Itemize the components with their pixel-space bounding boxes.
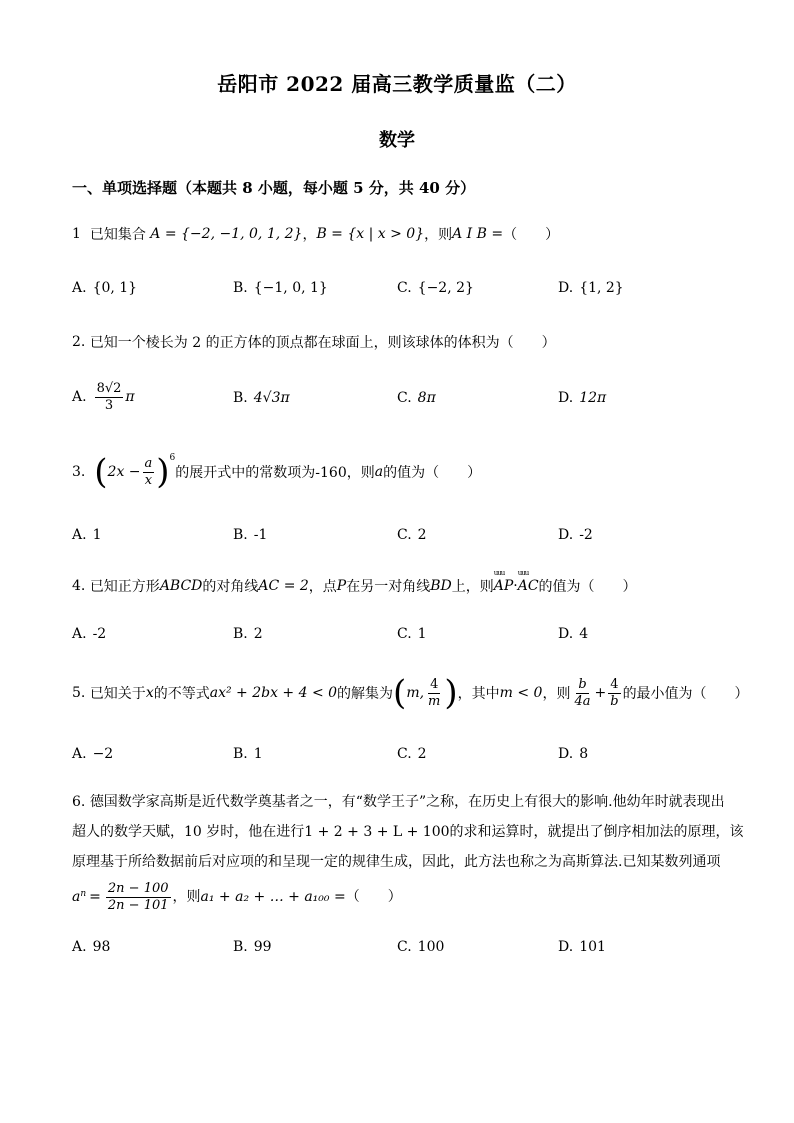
option-d: D. 4 — [558, 626, 589, 642]
question-text: 原理基于所给数据前后对应项的和呈现一定的规律生成，因此，此方法也称之为高斯算法.已知某数列通项 — [72, 854, 721, 870]
fraction-denominator: b — [610, 693, 619, 709]
option-a: A. {0, 1} — [72, 280, 138, 296]
question-text: 的解集为 — [337, 686, 394, 702]
option-d: D. 8 — [558, 746, 589, 762]
plus-operator: + — [594, 685, 607, 701]
question-2 — [72, 332, 556, 352]
question-line — [72, 847, 727, 877]
math-expression: 1 + 2 + 3 + L + 100 — [304, 824, 450, 840]
option-b: B. 99 — [233, 939, 272, 955]
question-number: 4. — [72, 578, 86, 594]
option-a: A. 98 — [72, 939, 111, 955]
answer-blank: （ ） — [503, 227, 560, 243]
question-text: 已知关于 — [89, 686, 146, 702]
question-text: 德国数学家高斯是近代数学奠基者之一，有“数学王子”之称，在历史上有很大的影响.他幼年时就表现出 — [89, 794, 725, 810]
question-4 — [72, 576, 637, 596]
option-b: B. -1 — [233, 527, 268, 543]
math-expression: a₁ + a₂ + … + a₁₀₀ = — [200, 889, 346, 905]
math-expression: A = {−2, −1, 0, 1, 2} — [150, 226, 303, 242]
fraction-denominator: m — [428, 693, 441, 709]
option-b: B. {−1, 0, 1} — [233, 280, 328, 296]
question-3 — [72, 452, 482, 492]
dot-operator: · — [513, 578, 518, 594]
paren-open: ( — [393, 673, 407, 713]
question-number: 5. — [72, 685, 86, 701]
vector-ac: uuu AC — [518, 578, 539, 594]
fraction-numerator: a — [144, 455, 153, 471]
math-var: a — [374, 464, 384, 480]
question-text: 的值为（ ） — [538, 579, 637, 595]
option-c: C. 2 — [397, 527, 427, 543]
question-number: 6. — [72, 794, 86, 810]
question-text: 在另一对角线 — [346, 579, 431, 595]
option-c: C. 100 — [397, 939, 445, 955]
section-heading: 一、单项选择题（本题共 8 小题，每小题 5 分，共 40 分） — [72, 179, 476, 197]
math-expression: m < 0 — [499, 685, 543, 701]
option-a: A. $\frac{8√2}{3}$ π — [72, 381, 135, 413]
fraction-denominator: 4a — [574, 693, 591, 709]
options-row — [72, 746, 722, 776]
question-6 — [72, 787, 744, 917]
question-text: ，其中 — [457, 686, 500, 702]
options-row — [72, 280, 722, 310]
question-number: 1 — [72, 226, 81, 242]
question-text: 上，则 — [451, 579, 494, 595]
question-text: 的求和运算时，就提出了倒序相加法的原理，该 — [449, 824, 744, 840]
question-text: ，则 — [424, 227, 453, 243]
question-text: 已知一个棱长为 2 的正方体的顶点都在球面上，则该球体的体积为（ ） — [89, 335, 556, 351]
math-expression: A I B = — [452, 226, 504, 242]
options-row — [72, 382, 722, 422]
fraction-numerator: 4 — [430, 676, 439, 692]
math-expression: B = {x | x > 0} — [316, 226, 425, 242]
option-a: A. −2 — [72, 746, 114, 762]
question-text: 的值为（ ） — [383, 465, 482, 481]
subscript: n — [80, 889, 87, 899]
question-text: 的对角线 — [202, 579, 259, 595]
option-d: D. -2 — [558, 527, 593, 543]
options-row — [72, 626, 722, 656]
option-d: D. {1, 2} — [558, 280, 624, 296]
question-text: ，点 — [308, 579, 337, 595]
exponent: 6 — [169, 453, 176, 463]
question-text: 已知集合 — [89, 227, 146, 243]
punctuation: ， — [302, 227, 317, 243]
fraction-denominator: 2n − 101 — [107, 897, 169, 913]
option-c: C. 2 — [397, 746, 427, 762]
question-line — [72, 817, 744, 847]
math-var: BD — [430, 578, 452, 594]
paren-close: ) — [156, 452, 170, 492]
math-expression: 2x − — [107, 464, 141, 480]
math-var: a — [72, 889, 81, 905]
paren-close: ) — [444, 673, 458, 713]
question-text: 的展开式中的常数项为-160，则 — [175, 465, 375, 481]
question-number: 2. — [72, 334, 86, 350]
question-text: 的不等式 — [153, 686, 210, 702]
question-5 — [72, 673, 749, 713]
options-row — [72, 527, 722, 557]
vector-ap: uuu AP — [494, 578, 514, 594]
math-expression: AC = 2 — [258, 578, 309, 594]
question-text: 超人的数学天赋，10 岁时，他在进行 — [72, 824, 305, 840]
option-b: B. 2 — [233, 626, 263, 642]
options-row — [72, 939, 722, 969]
answer-blank: （ ） — [345, 889, 402, 905]
option-a: A. -2 — [72, 626, 107, 642]
option-c: C. 1 — [397, 626, 427, 642]
option-c: C. {−2, 2} — [397, 280, 474, 296]
question-text: 已知正方形 — [89, 579, 160, 595]
question-number: 3. — [72, 464, 86, 480]
option-a: A. 1 — [72, 527, 102, 543]
fraction-denominator: x — [144, 472, 153, 488]
question-1 — [72, 224, 559, 244]
fraction-numerator: b — [578, 676, 587, 692]
fraction-numerator: 2n − 100 — [107, 880, 169, 896]
equals-sign: = — [89, 889, 101, 905]
option-b: B. 4√3π — [233, 390, 290, 406]
option-d: D. 101 — [558, 939, 606, 955]
option-c: C. 8π — [397, 390, 436, 406]
option-d: D. 12π — [558, 390, 607, 406]
question-line — [72, 787, 727, 817]
math-var: P — [336, 578, 347, 594]
paren-open: ( — [94, 452, 108, 492]
math-var: m, — [406, 685, 425, 701]
option-b: B. 1 — [233, 746, 263, 762]
page-title: 岳阳市 2022 届高三教学质量监（二） — [217, 72, 577, 96]
math-var: ABCD — [159, 578, 203, 594]
math-var: x — [145, 685, 154, 701]
question-text: ，则 — [542, 686, 571, 702]
fraction-numerator: 4 — [610, 676, 619, 692]
subject-heading: 数学 — [379, 130, 415, 151]
math-expression: ax² + 2bx + 4 < 0 — [209, 685, 338, 701]
question-text: ，则 — [172, 889, 201, 905]
question-text: 的最小值为（ ） — [622, 686, 749, 702]
question-line — [72, 877, 727, 917]
